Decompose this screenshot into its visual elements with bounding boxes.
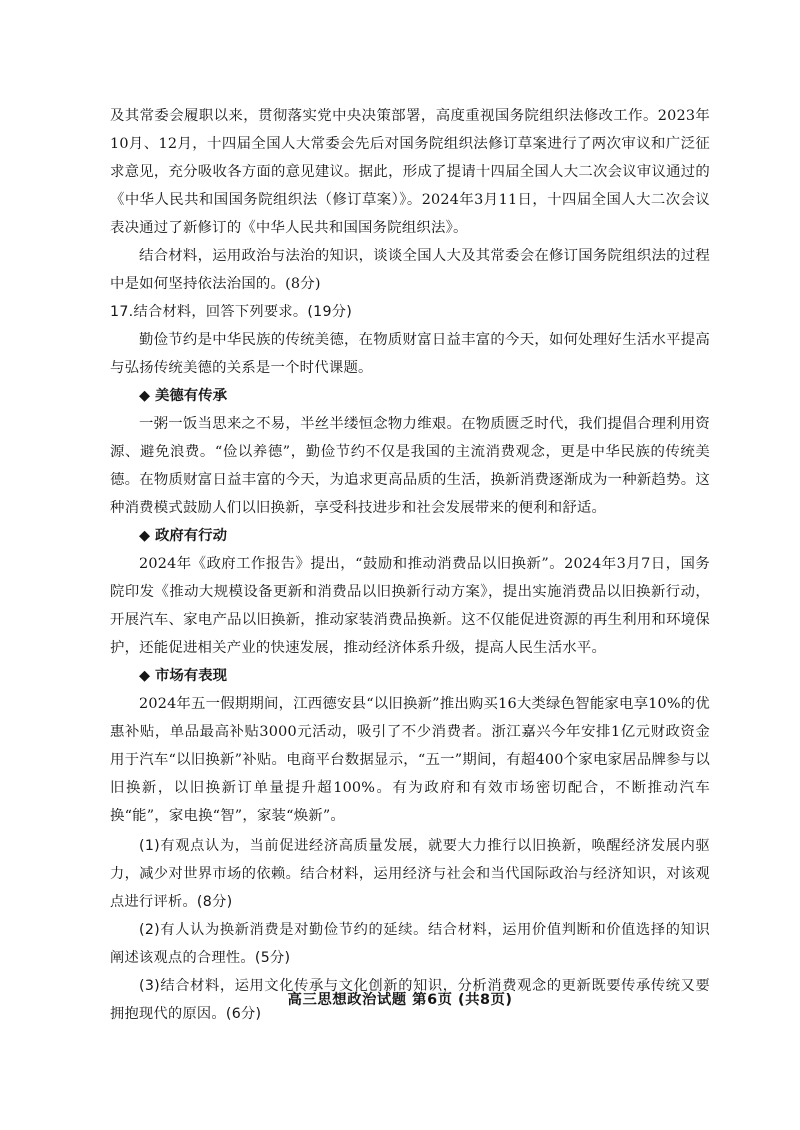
section-heading-market — [110, 662, 710, 690]
sub-question-3: (3)结合材料，运用文化传承与文化创新的知识，分析消费观念的更新既要传承传统又要拥抱现代的原因。(6分) — [110, 978, 710, 1022]
page-footer: 高三思想政治试题 第6页 (共8页) — [287, 992, 513, 1008]
diamond-bullet-icon: ◆ — [139, 387, 151, 404]
section-title: 美德有传承 — [155, 387, 227, 404]
question-17-lead: 勤俭节约是中华民族的传统美德，在物质财富日益丰富的今天，如何处理好生活水平提高与弘扬传统美德的关系是一个时代课题。 — [110, 332, 710, 376]
sub-question-2: (2)有人认为换新消费是对勤俭节约的延续。结合材料，运用价值判断和价值选择的知识阐述该观点的合理性。(5分) — [110, 922, 710, 966]
question-16-prompt: 结合材料，运用政治与法治的知识，谈谈全国人大及其常委会在修订国务院组织法的过程中是如何坚持依法治国的。(8分) — [110, 248, 710, 292]
intro-paragraph: 及其常委会履职以来，贯彻落实党中央决策部署，高度重视国务院组织法修改工作。2023年10月、12月，十四届全国人大常委会先后对国务院组织法修订草案进行了两次审议和广泛征求意见，充分吸收各方面的意见建议。据此，形成了提请十四届全国人大二次会议审议通过的《中华人民共和国国务院组织法（修订草案）》。2024年3月11日，十四届全国人大二次会议表决通过了新修订的《中华人民共和国国务院组织法》。 — [110, 108, 710, 236]
section-title: 市场有表现 — [155, 667, 227, 684]
sub-question-1: (1)有观点认为，当前促进经济高质量发展，就要大力推行以旧换新，唤醒经济发展内驱力，减少对世界市场的依赖。结合材料，运用经济与社会和当代国际政治与经济知识，对该观点进行评析。(8分) — [110, 838, 710, 910]
diamond-bullet-icon: ◆ — [139, 527, 151, 544]
question-17-heading: 17.结合材料，回答下列要求。(19分) — [110, 304, 353, 320]
section-title: 政府有行动 — [155, 527, 227, 544]
page-content — [110, 102, 710, 1028]
section-body-virtue: 一粥一饭当思来之不易，半丝半缕恒念物力维艰。在物质匮乏时代，我们提倡合理利用资源、避免浪费。“俭以养德”，勤俭节约不仅是我国的主流消费观念，更是中华民族的传统美德。在物质财富日益丰富的今天，为追求更高品质的生活，换新消费逐渐成为一种新趋势。这种消费模式鼓励人们以旧换新，享受科技进步和社会发展带来的便利和舒适。 — [110, 416, 710, 516]
section-body-market: 2024年五一假期期间，江西德安县“以旧换新”推出购买16大类绿色智能家电享10%的优惠补贴，单品最高补贴3000元活动，吸引了不少消费者。浙江嘉兴今年安排1亿元财政资金用于汽车“以旧换新”补贴。电商平台数据显示，“五一”期间，有超400个家电家居品牌参与以旧换新，以旧换新订单量提升超100%。有为政府和有效市场密切配合，不断推动汽车换“能”，家电换“智”，家装“焕新”。 — [110, 696, 710, 824]
section-heading-government — [110, 522, 710, 550]
section-heading-virtue — [110, 382, 710, 410]
diamond-bullet-icon: ◆ — [139, 667, 151, 684]
section-body-government: 2024年《政府工作报告》提出，“鼓励和推动消费品以旧换新”。2024年3月7日，国务院印发《推动大规模设备更新和消费品以旧换新行动方案》，提出实施消费品以旧换新行动，开展汽车、家电产品以旧换新，推动家装消费品换新。这不仅能促进资源的再生利用和环境保护，还能促进相关产业的快速发展，推动经济体系升级，提高人民生活水平。 — [110, 556, 710, 656]
